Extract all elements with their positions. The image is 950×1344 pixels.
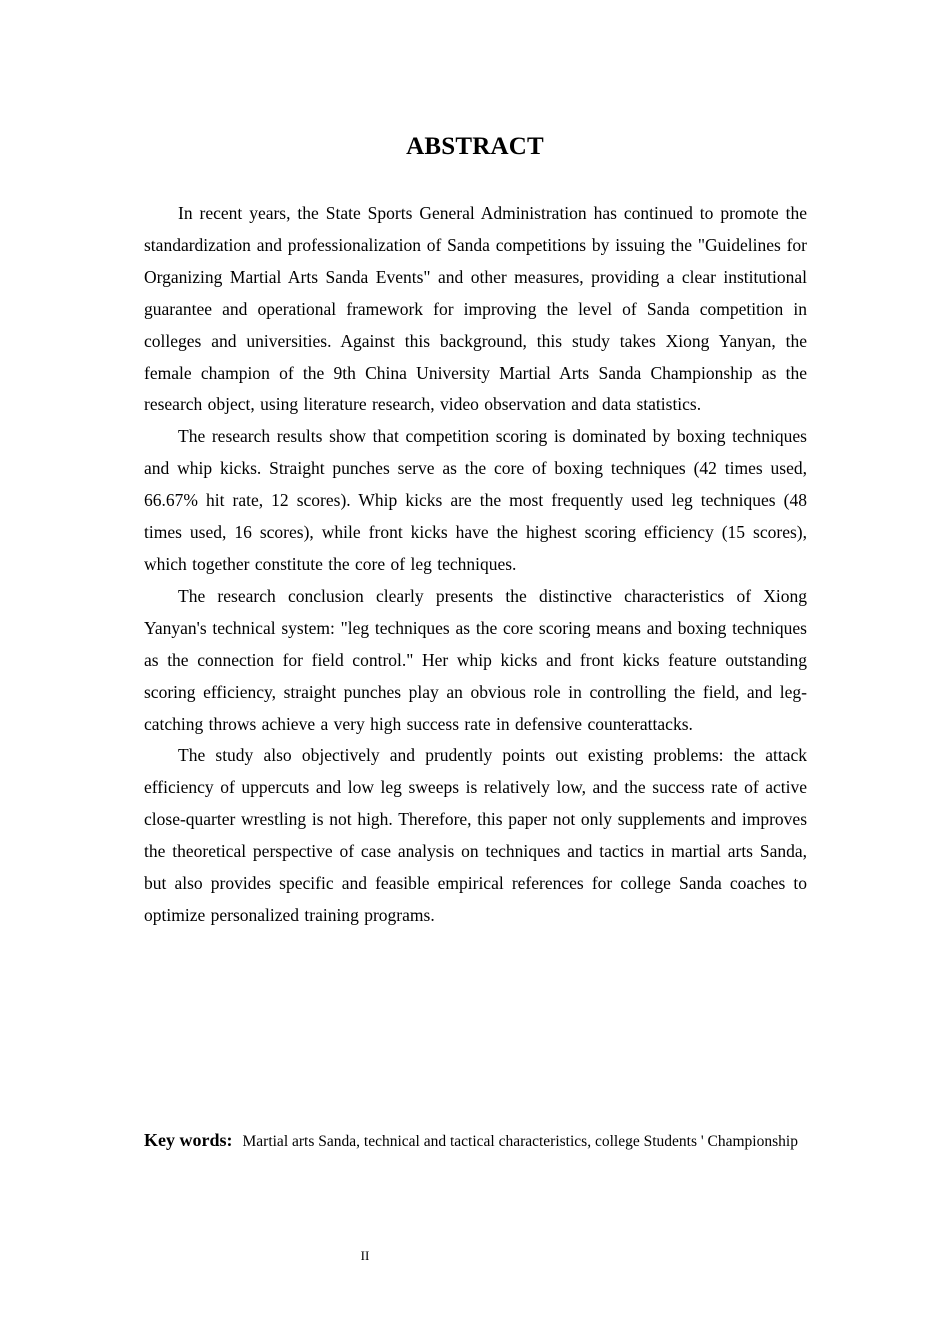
abstract-paragraph-2: The research results show that competition scoring is dominated by boxing techniques and whip kicks. Straight punches serve as the core of boxing techniques (42 times used, 66.67% hit rate, 12 scores). Whip kicks are the most frequently used leg techniques (48 times used, 16 scores), while front kicks have the highest scoring efficiency (15 scores), which together constitute the core of leg techniques.	[144, 426, 807, 574]
page-title: ABSTRACT	[406, 133, 544, 160]
keywords-section	[144, 1124, 807, 1158]
keywords-text: Martial arts Sanda, technical and tactical characteristics, college Students ' Championship	[242, 1133, 798, 1150]
abstract-body	[144, 198, 807, 932]
abstract-paragraph-1: In recent years, the State Sports General Administration has continued to promote the standardization and professionalization of Sanda competitions by issuing the "Guidelines for Organizing Martial Arts Sanda Events" and other measures, providing a clear institutional guarantee and operational framework for improving the level of Sanda competition in colleges and universities. Against this background, this study takes Xiong Yanyan, the female champion of the 9th China University Martial Arts Sanda Championship as the research object, using literature research, video observation and data statistics.	[144, 203, 807, 415]
abstract-paragraph-3: The research conclusion clearly presents the distinctive characteristics of Xiong Yanyan's technical system: "leg techniques as the core scoring means and boxing techniques as the connection for field control." Her whip kicks and front kicks feature outstanding scoring efficiency, straight punches play an obvious role in controlling the field, and leg-catching throws achieve a very high success rate in defensive counterattacks.	[144, 585, 807, 734]
abstract-paragraph-4: The study also objectively and prudently points out existing problems: the attack efficiency of uppercuts and low leg sweeps is relatively low, and the success rate of active close-quarter wrestling is not high. Therefore, this paper not only supplements and improves the theoretical perspective of case analysis on techniques and tactics in martial arts Sanda, but also provides specific and feasible empirical references for college Sanda coaches to optimize personalized training programs.	[144, 745, 807, 925]
page-number: II	[360, 1248, 370, 1263]
keywords-label: Key words:	[144, 1130, 233, 1150]
